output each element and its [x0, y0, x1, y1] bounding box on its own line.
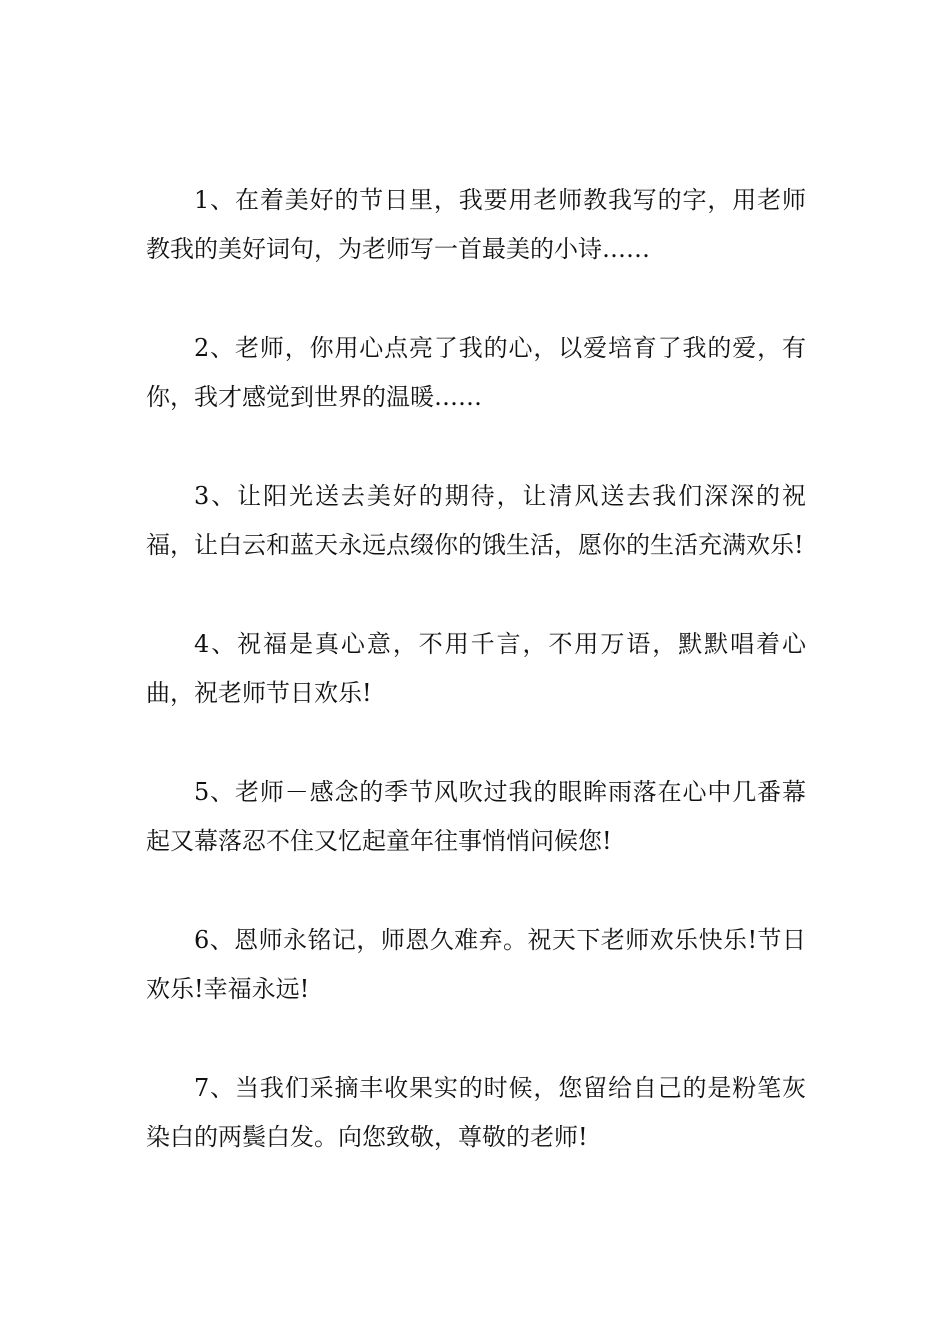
- paragraph-1: 1、在着美好的节日里，我要用老师教我写的字，用老师教我的美好词句，为老师写一首最美的小诗……: [146, 186, 806, 263]
- paragraph-2: 2、老师，你用心点亮了我的心，以爱培育了我的爱，有你，我才感觉到世界的温暖……: [146, 334, 806, 411]
- document-body: [146, 176, 806, 1212]
- paragraph-3: 3、让阳光送去美好的期待，让清风送去我们深深的祝福，让白云和蓝天永远点缀你的饿生活，愿你的生活充满欢乐!: [146, 482, 806, 559]
- paragraph-4: 4、祝福是真心意，不用千言，不用万语，默默唱着心曲，祝老师节日欢乐!: [146, 630, 806, 707]
- paragraph-7: 7、当我们采摘丰收果实的时候，您留给自己的是粉笔灰染白的两鬓白发。向您致敬，尊敬的老师!: [146, 1074, 806, 1151]
- paragraph-6: 6、恩师永铭记，师恩久难弃。祝天下老师欢乐快乐!节日欢乐!幸福永远!: [146, 926, 806, 1003]
- paragraph-5: 5、老师－感念的季节风吹过我的眼眸雨落在心中几番幕起又幕落忍不住又忆起童年往事悄悄问候您!: [146, 778, 806, 855]
